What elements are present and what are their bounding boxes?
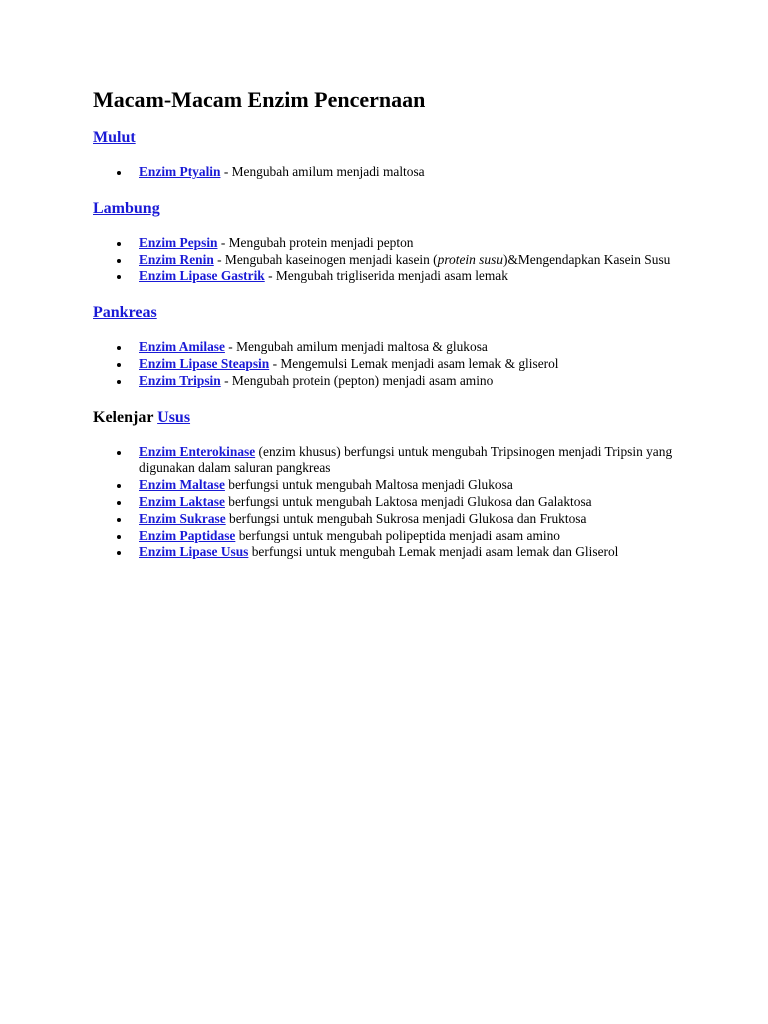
list-item: [139, 494, 693, 511]
item-desc: (enzim khusus) berfungsi untuk mengubah Tripsinogen menjadi Tripsin yang digunakan dalam saluran pangkreas: [139, 443, 673, 476]
section-heading-kelenjar-usus: [93, 408, 693, 428]
list-item: [139, 373, 693, 390]
list-item: [139, 252, 693, 269]
item-desc: - Mengubah amilum menjadi maltosa & glukosa: [224, 339, 488, 355]
list-item: [139, 356, 693, 373]
link-enzim-maltase[interactable]: Enzim Maltase: [139, 477, 225, 493]
item-desc: berfungsi untuk mengubah Laktosa menjadi Glukosa dan Galaktosa: [224, 493, 592, 509]
link-enzim-lipase-steapsin[interactable]: Enzim Lipase Steapsin: [139, 355, 270, 371]
list-mulut: [93, 164, 693, 181]
item-desc: berfungsi untuk mengubah Maltosa menjadi Glukosa: [224, 477, 513, 493]
list-usus: [93, 444, 693, 562]
section-heading-mulut: [93, 128, 693, 148]
item-desc: berfungsi untuk mengubah Sukrosa menjadi Glukosa dan Fruktosa: [225, 510, 587, 526]
link-enzim-lipase-gastrik[interactable]: Enzim Lipase Gastrik: [139, 268, 265, 284]
item-desc: - Mengubah protein menjadi pepton: [217, 234, 414, 250]
list-item: [139, 511, 693, 528]
list-item: [139, 164, 693, 181]
list-item: [139, 268, 693, 285]
list-item: [139, 477, 693, 494]
link-enzim-renin[interactable]: Enzim Renin: [139, 251, 214, 267]
link-pankreas[interactable]: Pankreas: [93, 304, 157, 322]
item-desc: - Mengubah trigliserida menjadi asam lemak: [264, 268, 508, 284]
document-page: [93, 86, 693, 561]
link-enzim-amilase[interactable]: Enzim Amilase: [139, 339, 225, 355]
item-desc: - Mengubah protein (pepton) menjadi asam amino: [220, 372, 494, 388]
list-pankreas: [93, 339, 693, 389]
item-desc-tail: )&Mengendapkan Kasein Susu: [503, 251, 671, 267]
item-desc-italic: protein susu: [437, 251, 503, 267]
link-enzim-lipase-usus[interactable]: Enzim Lipase Usus: [139, 544, 249, 560]
section-heading-pankreas: [93, 303, 693, 323]
item-desc: berfungsi untuk mengubah polipeptida menjadi asam amino: [235, 527, 560, 543]
link-lambung[interactable]: Lambung: [93, 199, 160, 217]
list-item: [139, 528, 693, 545]
list-item: [139, 444, 693, 478]
link-enzim-sukrase[interactable]: Enzim Sukrase: [139, 510, 226, 526]
item-desc: berfungsi untuk mengubah Lemak menjadi asam lemak dan Gliserol: [248, 544, 619, 560]
link-enzim-pepsin[interactable]: Enzim Pepsin: [139, 234, 218, 250]
list-item: [139, 544, 693, 561]
page-title: Macam-Macam Enzim Pencernaan: [93, 87, 426, 112]
section-heading-lambung: [93, 199, 693, 219]
link-mulut[interactable]: Mulut: [93, 129, 136, 146]
heading-prefix: Kelenjar: [93, 408, 158, 426]
list-item: [139, 339, 693, 356]
link-usus[interactable]: Usus: [157, 408, 191, 426]
item-desc: - Mengubah amilum menjadi maltosa: [220, 164, 425, 179]
link-enzim-tripsin[interactable]: Enzim Tripsin: [139, 372, 221, 388]
link-enzim-laktase[interactable]: Enzim Laktase: [139, 493, 225, 509]
item-desc: - Mengubah kaseinogen menjadi kasein (: [213, 251, 438, 267]
link-enzim-ptyalin[interactable]: Enzim Ptyalin: [139, 164, 221, 179]
link-enzim-paptidase[interactable]: Enzim Paptidase: [139, 527, 236, 543]
link-enzim-enterokinase[interactable]: Enzim Enterokinase: [139, 443, 256, 459]
item-desc: - Mengemulsi Lemak menjadi asam lemak & gliserol: [269, 355, 559, 371]
list-lambung: [93, 235, 693, 285]
list-item: [139, 235, 693, 252]
